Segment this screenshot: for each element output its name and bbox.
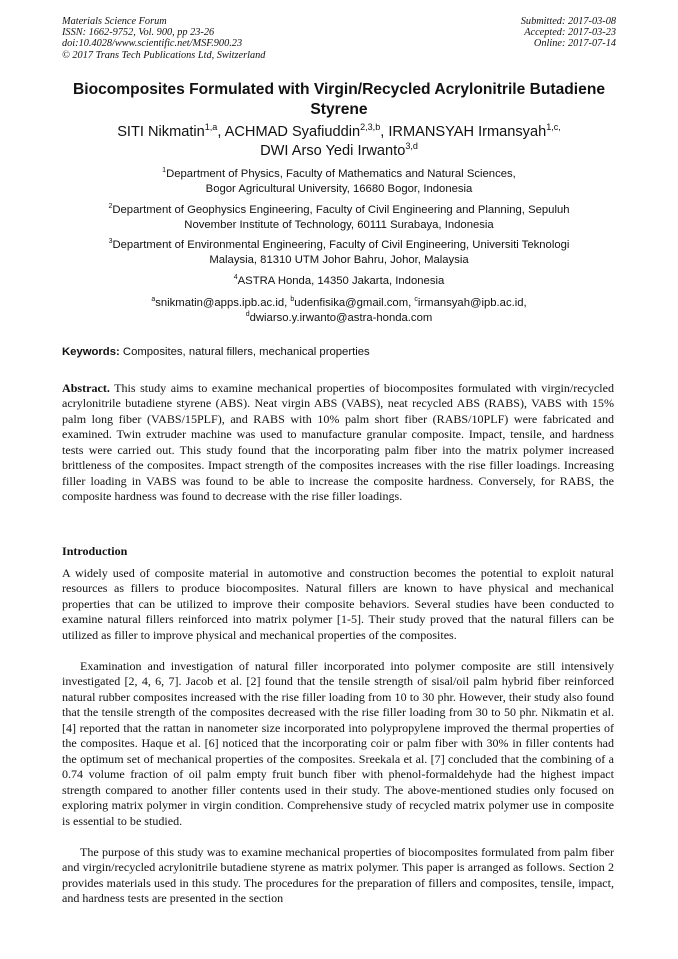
intro-paragraph-2: Examination and investigation of natural filler incorporated into polymer composite are still intensively investigated [2, 4, 6, 7]. Jacob et al. [2] found that the tensile strength of sisal/oil palm hybrid fiber reinforced natural rubber composites increased with the rise filler loading from 10 to 30 phr. However, their study also found that the tensile strength of the composites decreased with the rise filler loading from 30 to 50 phr. Nikmatin et al. [4] reported that the rattan in nanometer size incorporated into polypropylene improved the thermal properties of the composites. Haque et al. [6] noticed that the incorporating coir or palm fiber with 30% in filler contents had the optimum set of mechanical properties of the composites. Sreekala et al. [7] concluded that the combining of a 0.74 volume fraction of oil palm empty fruit bunch fiber with phenol-formaldehyde had the highest impact strength compared to another filler contents used in their study. The above-mentioned studies only focused on exploring matrix polymer in virgin condition. Comprehensive study of recycled matrix polymer use in composite is essential to be studied. xyxy=(62,659,614,828)
journal-name: Materials Science Forum xyxy=(62,16,167,27)
paper-title: Biocomposites Formulated with Virgin/Recycled Acrylonitrile Butadiene Styrene xyxy=(72,81,606,118)
intro-paragraph-3: The purpose of this study was to examine mechanical properties of biocomposites formulated from palm fiber and virgin/recycled acrylonitrile butadiene styrene as matrix polymer. This paper is arranged as follows. Section 2 provides materials used in this study. The procedures for the preparation of fillers and composites, tensile, impact, and hardness tests are presented in the section xyxy=(62,845,614,906)
author-name: IRMANSYAH Irmansyah xyxy=(388,124,547,140)
author-emails: $^a$snikmatin@apps.ipb.ac.id, $^b$udenfisika@gmail.com, $^c$irmansyah@ipb.ac.id, $^d$dwiarso.y.irwanto@astra-honda.com xyxy=(151,296,527,325)
submission-dates xyxy=(521,16,616,50)
intro-paragraph-1: A widely used of composite material in automotive and construction becomes the potential to exploit natural resources as fillers to produce biocomposites. Natural fillers are known to have physical and mechanical properties that can be utilized to improve their composite behaviors. Several studies have been conducted to examine natural fillers reinforced into matrix polymer [1-5]. Their study proved that the natural fillers can be utilized as filler to improve physical and mechanical properties of the composites. xyxy=(62,566,614,642)
doi-line: doi:10.4028/www.scientific.net/MSF.900.23 xyxy=(62,38,243,50)
submitted-date: Submitted: 2017-03-08 xyxy=(520,16,616,27)
affiliation-1: $^1$Department of Physics, Faculty of Mathematics and Natural Sciences, Bogor Agricultural University, 16680 Bogor, Indonesia xyxy=(162,167,516,196)
keywords-text: Composites, natural fillers, mechanical properties xyxy=(119,346,370,358)
abstract-text: This study aims to examine mechanical properties of biocomposites formulated with virgin/recycled acrylonitrile butadiene styrene (ABS). Neat virgin ABS (VABS), neat recycled ABS (RABS), VABS with 15% palm long fiber (VABS/15PLF), and RABS with 10% palm short fiber (RABS/10PLF) were fabricated and examined. Twin extruder machine was used to manufacture granular composite. Impact, tensile, and hardness tests were carried out. This study found that the incorporating palm fiber into the matrix polymer increased brittleness of the composites. Impact strength of the composites increases with the rise filler loadings. Increasing filler loading in VABS was found to be able to increase the composite hardness. Conversely, for RABS, the composite hardness was found to decrease with the rise filler loadings. xyxy=(62,381,614,504)
author-name: DWI Arso Yedi Irwanto xyxy=(260,143,406,159)
abstract xyxy=(62,381,614,505)
affiliation-2: $^2$Department of Geophysics Engineering, Faculty of Civil Engineering and Planning, Sepuluh November Institute of Technology, 60111 Surabaya, Indonesia xyxy=(108,203,570,232)
email-link[interactable]: dwiarso.y.irwanto@astra-honda.com xyxy=(249,312,433,325)
keywords-label: Keywords: xyxy=(62,346,120,358)
affiliation-3: $^3$Department of Environmental Engineering, Faculty of Civil Engineering, Universiti Teknologi Malaysia, 81310 UTM Johor Bahru, Johor, Malaysia xyxy=(108,238,570,267)
author-name: SITI Nikmatin xyxy=(117,124,205,140)
email-link[interactable]: snikmatin@apps.ipb.ac.id, xyxy=(155,297,291,309)
issn-line: ISSN: 1662-9752, Vol. 900, pp 23-26 xyxy=(62,27,215,39)
online-date: Online: 2017-07-14 xyxy=(533,38,616,50)
keywords xyxy=(62,346,370,358)
author-list: SITI Nikmatin$^{1,a}$, ACHMAD Syafiuddin$^{2,3,b}$, IRMANSYAH Irmansyah$^{1,c,}$ DWI Arso Yedi Irwanto$^{3,d}$ xyxy=(117,122,561,159)
email-link[interactable]: udenfisika@gmail.com, xyxy=(294,297,415,309)
copyright-line: © 2017 Trans Tech Publications Ltd, Switzerland xyxy=(62,49,266,61)
section-heading-introduction: Introduction xyxy=(62,544,128,558)
journal-info xyxy=(62,16,265,61)
affiliation-4: $^4$ASTRA Honda, 14350 Jakarta, Indonesia xyxy=(233,274,445,287)
abstract-label: Abstract. xyxy=(62,381,110,395)
email-link[interactable]: irmansyah@ipb.ac.id, xyxy=(417,297,527,309)
author-name: ACHMAD Syafiuddin xyxy=(224,124,361,140)
accepted-date: Accepted: 2017-03-23 xyxy=(524,27,616,39)
